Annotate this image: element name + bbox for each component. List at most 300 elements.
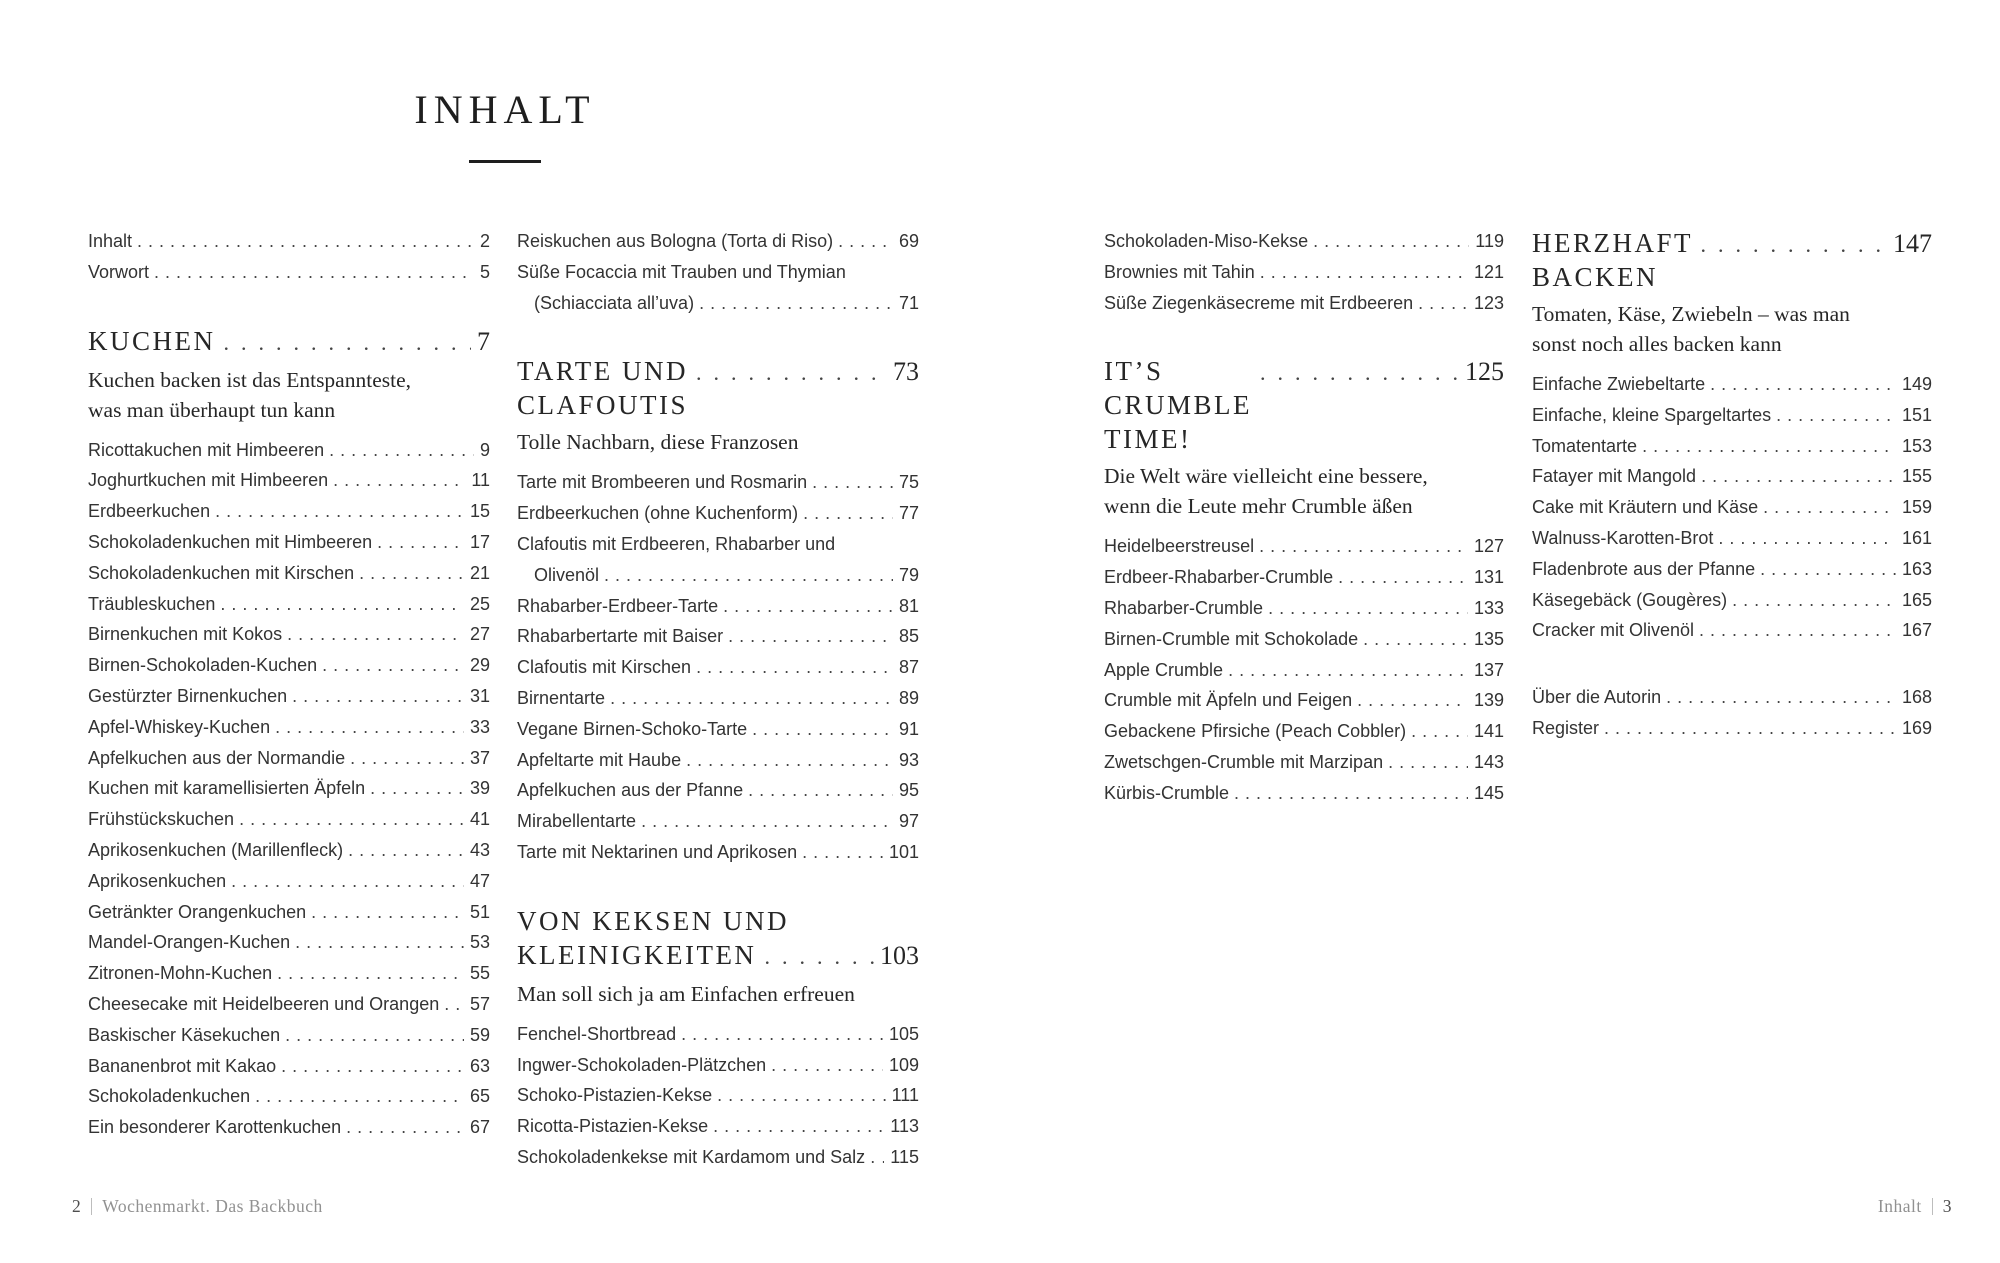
entry-list <box>517 467 919 867</box>
dot-leader <box>797 837 883 868</box>
entry-line <box>1104 655 1504 686</box>
entry-line <box>1532 585 1932 616</box>
toc-entry <box>88 465 490 496</box>
entry-page-number: 115 <box>890 1146 919 1167</box>
entry-label: Cheesecake mit Heidelbeeren und Orangen <box>88 993 440 1014</box>
entry-line <box>88 927 490 958</box>
entry-line <box>517 498 919 529</box>
entry-label: Clafoutis mit Kirschen <box>517 657 692 678</box>
entry-line <box>88 681 490 712</box>
dot-leader <box>215 589 464 620</box>
dot-leader <box>708 1111 884 1142</box>
dot-leader <box>1661 682 1896 713</box>
toc-entry <box>517 806 919 837</box>
entry-label: Register <box>1532 717 1600 738</box>
entry-line <box>517 806 919 837</box>
entry-line <box>517 1019 919 1050</box>
entry-page-number: 168 <box>1901 687 1932 708</box>
entry-label: Brownies mit Tahin <box>1104 261 1255 282</box>
footer-right <box>1878 1196 1952 1217</box>
entry-page-number: 43 <box>469 839 490 860</box>
entry-page-number: 51 <box>469 901 490 922</box>
toc-entry <box>88 527 490 558</box>
entry-page-number: 87 <box>898 657 919 678</box>
dot-leader <box>287 681 464 712</box>
toc-entry <box>88 1020 490 1051</box>
entry-page-number: 69 <box>898 231 919 251</box>
toc-entry <box>517 1050 919 1081</box>
entry-page-number: 9 <box>479 439 490 460</box>
dot-leader <box>341 1112 464 1143</box>
entry-page-number: 123 <box>1473 292 1504 313</box>
section-block <box>88 324 490 425</box>
entry-label: Fatayer mit Mangold <box>1532 466 1697 487</box>
entry-page-number: 37 <box>469 747 490 768</box>
toc-entry <box>88 835 490 866</box>
section-title: KUCHEN <box>88 325 216 356</box>
section-subtitle: Die Welt wäre vielleicht eine bessere, <box>1104 464 1428 489</box>
entry-page-number: 101 <box>888 841 919 862</box>
entry-page-number: 21 <box>469 562 490 583</box>
entry-page-number: 27 <box>469 624 490 645</box>
entry-line <box>88 650 490 681</box>
dot-leader <box>1755 554 1896 585</box>
entry-label: Einfache, kleine Spargeltartes <box>1532 404 1772 425</box>
dot-leader <box>343 835 464 866</box>
entry-line <box>88 866 490 897</box>
dot-leader <box>290 927 464 958</box>
dot-leader <box>226 866 464 897</box>
entry-label: Crumble mit Äpfeln und Feigen <box>1104 690 1353 711</box>
entry-line <box>88 712 490 743</box>
entry-line <box>88 589 490 620</box>
section-subtitle: Kuchen backen ist das Entspannteste, <box>88 367 412 392</box>
dot-leader <box>210 496 464 527</box>
entry-label-continued: Olivenöl <box>534 564 600 585</box>
entry-line <box>1104 531 1504 562</box>
entry-line <box>1104 226 1504 257</box>
entry-label: Cracker mit Olivenöl <box>1532 620 1695 641</box>
dot-leader <box>1727 585 1896 616</box>
dot-leader <box>1599 713 1896 744</box>
toc-entry <box>1532 713 1932 744</box>
entry-page-number: 85 <box>898 626 919 647</box>
footer-divider <box>91 1198 92 1215</box>
section-page-number: 147 <box>1893 229 1932 258</box>
section-heading-line <box>1104 354 1504 456</box>
entry-label: Birnenkuchen mit Kokos <box>88 624 283 645</box>
entry-line <box>1532 554 1932 585</box>
entry-label: Apfelkuchen aus der Normandie <box>88 747 346 768</box>
entry-line <box>88 1020 490 1051</box>
toc-entry <box>517 775 919 806</box>
toc-entry <box>88 257 490 288</box>
dot-leader <box>747 714 893 745</box>
section-title: IT’S CRUMBLE TIME! <box>1104 356 1253 455</box>
entry-line <box>517 1111 919 1142</box>
dot-leader <box>676 1019 883 1050</box>
entry-label: Bananenbrot mit Kakao <box>88 1055 277 1076</box>
dot-leader <box>718 591 893 622</box>
dot-leader <box>1352 685 1468 716</box>
section-subtitle: Man soll sich ja am Einfachen erfreuen <box>517 981 855 1006</box>
entry-page-number: 169 <box>1901 717 1932 738</box>
entry-line <box>88 1081 490 1112</box>
entry-label: Kürbis-Crumble <box>1104 782 1230 803</box>
entry-page-number: 57 <box>469 993 490 1014</box>
entry-line <box>1532 492 1932 523</box>
entry-page-number: 31 <box>469 685 490 706</box>
entry-label: Schokoladenkekse mit Kardamom und Salz <box>517 1146 866 1167</box>
toc-entry <box>1104 226 1504 257</box>
dot-leader <box>1406 716 1468 747</box>
dot-leader <box>1252 354 1459 390</box>
entry-page-number: 59 <box>469 1024 490 1045</box>
entry-label: Gebackene Pfirsiche (Peach Cobbler) <box>1104 721 1407 742</box>
section-heading-line <box>517 904 919 938</box>
toc-entry <box>88 435 490 466</box>
toc-entry <box>517 1142 919 1173</box>
entry-label: Walnuss-Karotten-Brot <box>1532 527 1714 548</box>
entry-line <box>88 743 490 774</box>
dot-leader <box>354 558 464 589</box>
entry-line <box>88 1112 490 1143</box>
entry-line <box>88 773 490 804</box>
entry-page-number: 153 <box>1901 435 1932 456</box>
section-title: HERZHAFT BACKEN <box>1532 228 1693 292</box>
entry-page-number: 81 <box>898 595 919 616</box>
toc-entry <box>517 257 919 319</box>
entry-line <box>1532 431 1932 462</box>
entry-list <box>88 435 490 1143</box>
entry-label: Aprikosenkuchen <box>88 870 227 891</box>
entry-line <box>88 897 490 928</box>
toc-entry <box>517 652 919 683</box>
entry-line <box>517 226 919 257</box>
entry-line <box>88 835 490 866</box>
entry-label: Apfelkuchen aus der Pfanne <box>517 780 744 801</box>
entry-line <box>88 619 490 650</box>
toc-entry <box>1104 624 1504 655</box>
entry-page-number: 77 <box>898 503 919 524</box>
toc-entry <box>517 591 919 622</box>
entry-page-number: 95 <box>898 780 919 801</box>
entry-label: Schokoladenkuchen mit Himbeeren <box>88 531 373 552</box>
entry-label: Süße Focaccia mit Trauben und Thymian <box>517 261 846 282</box>
section-page-number: 103 <box>880 940 919 970</box>
dot-leader <box>833 226 893 257</box>
toc-entry <box>1532 492 1932 523</box>
toc-entry <box>517 837 919 868</box>
title-rule <box>469 160 541 163</box>
toc-entry <box>88 1051 490 1082</box>
footer-divider <box>1932 1198 1933 1215</box>
entry-page-number: 133 <box>1473 597 1504 618</box>
entry-line <box>88 804 490 835</box>
footer-page-number-left: 2 <box>72 1196 82 1216</box>
dot-leader <box>276 1051 464 1082</box>
dot-leader <box>328 465 465 496</box>
entry-page-number: 145 <box>1473 782 1504 803</box>
footer-chapter-label: Inhalt <box>1877 1196 1922 1216</box>
toc-entry <box>1532 585 1932 616</box>
entry-page-number: 127 <box>1473 536 1504 557</box>
dot-leader <box>1223 655 1468 686</box>
dot-leader <box>865 1142 884 1173</box>
entry-label: Fenchel-Shortbread <box>517 1023 677 1044</box>
toc-entry <box>1104 288 1504 319</box>
section-heading-line <box>88 324 490 360</box>
toc-entry <box>88 650 490 681</box>
entry-label: Ein besonderer Karottenkuchen <box>88 1117 342 1138</box>
entry-label: Tomatentarte <box>1532 435 1638 456</box>
entry-line <box>517 714 919 745</box>
entry-line <box>517 1142 919 1173</box>
toc-entry <box>88 496 490 527</box>
toc-entry <box>88 866 490 897</box>
entry-label: Zitronen-Mohn-Kuchen <box>88 963 273 984</box>
dot-leader <box>694 288 893 319</box>
entry-line <box>517 775 919 806</box>
entry-page-number: 2 <box>479 231 490 251</box>
entry-label: Reiskuchen aus Bologna (Torta di Riso) <box>517 231 834 251</box>
entry-line <box>517 1080 919 1111</box>
entry-label: Schokoladenkuchen <box>88 1086 251 1107</box>
toc-entry <box>1532 431 1932 462</box>
entry-line <box>1104 562 1504 593</box>
entry-page-number: 33 <box>469 716 490 737</box>
dot-leader <box>250 1081 464 1112</box>
dot-leader <box>605 683 893 714</box>
entry-page-number: 47 <box>469 870 490 891</box>
section-heading-line <box>1532 226 1932 294</box>
entry-label: Tarte mit Nektarinen und Aprikosen <box>517 841 798 862</box>
entry-page-number: 15 <box>469 501 490 522</box>
entry-page-number: 39 <box>469 778 490 799</box>
entry-page-number: 149 <box>1901 374 1932 394</box>
entry-line <box>517 467 919 498</box>
page-title: INHALT <box>414 87 596 132</box>
toc-entry <box>88 712 490 743</box>
entry-line <box>1104 288 1504 319</box>
dot-leader <box>149 257 474 288</box>
entry-page-number: 25 <box>469 593 490 614</box>
section-block <box>1104 354 1504 521</box>
entry-label: Vorwort <box>88 261 150 282</box>
entry-label: Tarte mit Brombeeren und Rosmarin <box>517 472 808 493</box>
entry-line <box>88 257 490 288</box>
dot-leader <box>1413 288 1468 319</box>
dot-leader <box>681 745 893 776</box>
entry-page-number: 109 <box>888 1054 919 1075</box>
entry-line <box>517 1050 919 1081</box>
toc-entry <box>88 1081 490 1112</box>
entry-page-number: 121 <box>1473 261 1504 282</box>
entry-label: Mandel-Orangen-Kuchen <box>88 932 291 953</box>
entry-page-number: 17 <box>469 531 490 552</box>
entry-label: Einfache Zwiebeltarte <box>1532 374 1706 394</box>
dot-leader <box>1771 400 1896 431</box>
entry-line <box>517 529 919 560</box>
section-heading-line <box>517 938 919 974</box>
entry-page-number: 89 <box>898 687 919 708</box>
entry-line <box>1104 685 1504 716</box>
dot-leader <box>1308 226 1469 257</box>
dot-leader <box>1693 226 1887 262</box>
entry-page-number: 53 <box>469 932 490 953</box>
entry-label: Getränkter Orangenkuchen <box>88 901 307 922</box>
entry-label: Über die Autorin <box>1532 687 1662 708</box>
entry-label: Aprikosenkuchen (Marillenfleck) <box>88 839 344 860</box>
toc-entry <box>517 621 919 652</box>
entry-page-number: 65 <box>469 1086 490 1107</box>
section-subtitle: Tomaten, Käse, Zwiebeln – was man <box>1532 302 1850 326</box>
dot-leader <box>306 897 464 928</box>
entry-label: Apfeltarte mit Haube <box>517 749 682 770</box>
toc-entry <box>1104 257 1504 288</box>
toc-entry <box>1104 778 1504 809</box>
toc-entry <box>1104 531 1504 562</box>
toc-entry <box>517 467 919 498</box>
section-block <box>1532 226 1932 359</box>
entry-page-number: 111 <box>891 1085 919 1106</box>
entry-label: Käsegebäck (Gougères) <box>1532 589 1728 610</box>
entry-page-number: 113 <box>890 1116 919 1137</box>
dot-leader <box>372 527 464 558</box>
toc-entry <box>1104 747 1504 778</box>
toc-entry <box>88 589 490 620</box>
entry-page-number: 141 <box>1473 721 1504 742</box>
entry-line <box>1532 615 1932 646</box>
toc-entry <box>1532 682 1932 713</box>
entry-list <box>1532 369 1932 646</box>
toc-entry <box>1104 562 1504 593</box>
toc-entry <box>88 619 490 650</box>
dot-leader <box>1358 624 1468 655</box>
dot-leader <box>688 354 887 390</box>
dot-leader <box>1229 778 1468 809</box>
entry-page-number: 119 <box>1475 231 1504 251</box>
section-subtitle: wenn die Leute mehr Crumble äßen <box>1104 494 1413 519</box>
toc-column-3 <box>1104 226 1504 809</box>
entry-page-number: 71 <box>898 292 919 313</box>
entry-label: Erdbeer-Rhabarber-Crumble <box>1104 567 1334 588</box>
section-block <box>517 354 919 457</box>
entry-label: Erdbeerkuchen (ohne Kuchenform) <box>517 503 799 524</box>
entry-label: Schokoladenkuchen mit Kirschen <box>88 562 355 583</box>
entry-page-number: 155 <box>1901 466 1932 487</box>
entry-label: Ricottakuchen mit Himbeeren <box>88 439 325 460</box>
toc-entry <box>517 226 919 257</box>
toc-entry <box>88 804 490 835</box>
toc-entry <box>1532 554 1932 585</box>
dot-leader <box>1713 523 1896 554</box>
entry-line <box>517 560 919 591</box>
dot-leader <box>1333 562 1468 593</box>
entry-page-number: 163 <box>1901 558 1932 579</box>
dot-leader <box>636 806 893 837</box>
dot-leader <box>345 743 464 774</box>
toc-entry <box>88 558 490 589</box>
toc-entry <box>1532 369 1932 400</box>
entry-page-number: 139 <box>1473 690 1504 711</box>
toc-entry <box>88 897 490 928</box>
entry-line <box>1104 716 1504 747</box>
entry-line <box>517 621 919 652</box>
section-subtitle: sonst noch alles backen kann <box>1532 332 1782 356</box>
toc-entry <box>1104 655 1504 686</box>
toc-entry <box>88 927 490 958</box>
toc-entry <box>88 226 490 257</box>
entry-line <box>517 683 919 714</box>
entry-page-number: 93 <box>898 749 919 770</box>
footer-page-number-right: 3 <box>1942 1196 1952 1216</box>
entry-label: Birnentarte <box>517 687 606 708</box>
toc-entry <box>88 989 490 1020</box>
entry-page-number: 143 <box>1473 751 1504 772</box>
entry-page-number: 135 <box>1473 628 1504 649</box>
entry-line <box>517 652 919 683</box>
entry-label: Apple Crumble <box>1104 659 1224 680</box>
entry-page-number: 159 <box>1901 497 1932 518</box>
entry-label: Cake mit Kräutern und Käse <box>1532 497 1759 518</box>
entry-line <box>1532 682 1932 713</box>
entry-label: Träubleskuchen <box>88 593 216 614</box>
entry-page-number: 137 <box>1473 659 1504 680</box>
entry-page-number: 5 <box>479 261 490 282</box>
entry-label: Birnen-Crumble mit Schokolade <box>1104 628 1359 649</box>
dot-leader <box>324 435 474 466</box>
dot-leader <box>599 560 893 591</box>
dot-leader <box>270 712 464 743</box>
entry-page-number: 55 <box>469 963 490 984</box>
dot-leader <box>1637 431 1896 462</box>
entry-label: Joghurtkuchen mit Himbeeren <box>88 470 329 491</box>
entry-line <box>88 226 490 257</box>
dot-leader <box>712 1080 886 1111</box>
section-title: TARTE UND CLAFOUTIS <box>517 356 689 421</box>
dot-leader <box>1254 531 1468 562</box>
entry-label: Vegane Birnen-Schoko-Tarte <box>517 718 748 739</box>
dot-leader <box>1758 492 1896 523</box>
entry-label: Inhalt <box>88 231 133 251</box>
entry-label: Rhabarbertarte mit Baiser <box>517 626 724 647</box>
toc-entry <box>517 1080 919 1111</box>
entry-label: Baskischer Käsekuchen <box>88 1024 281 1045</box>
toc-entry <box>517 714 919 745</box>
toc-entry <box>1104 593 1504 624</box>
entry-line <box>1532 369 1932 400</box>
entry-label: Birnen-Schokoladen-Kuchen <box>88 655 318 676</box>
entry-list <box>517 226 919 318</box>
entry-page-number: 165 <box>1901 589 1932 610</box>
section-title: KLEINIGKEITEN <box>517 939 757 970</box>
entry-line <box>88 558 490 589</box>
toc-entry <box>1532 461 1932 492</box>
section-subtitle: was man überhaupt tun kann <box>88 397 336 422</box>
dot-leader <box>216 324 472 360</box>
entry-label: Fladenbrote aus der Pfanne <box>1532 558 1756 579</box>
entry-page-number: 11 <box>471 470 490 491</box>
dot-leader <box>756 938 874 974</box>
entry-line <box>1104 593 1504 624</box>
entry-page-number: 75 <box>898 472 919 493</box>
toc-entry <box>88 958 490 989</box>
entry-label: Gestürzter Birnenkuchen <box>88 685 288 706</box>
entry-page-number: 79 <box>898 564 919 585</box>
footer-left <box>72 1196 323 1217</box>
entry-list <box>1532 682 1932 744</box>
